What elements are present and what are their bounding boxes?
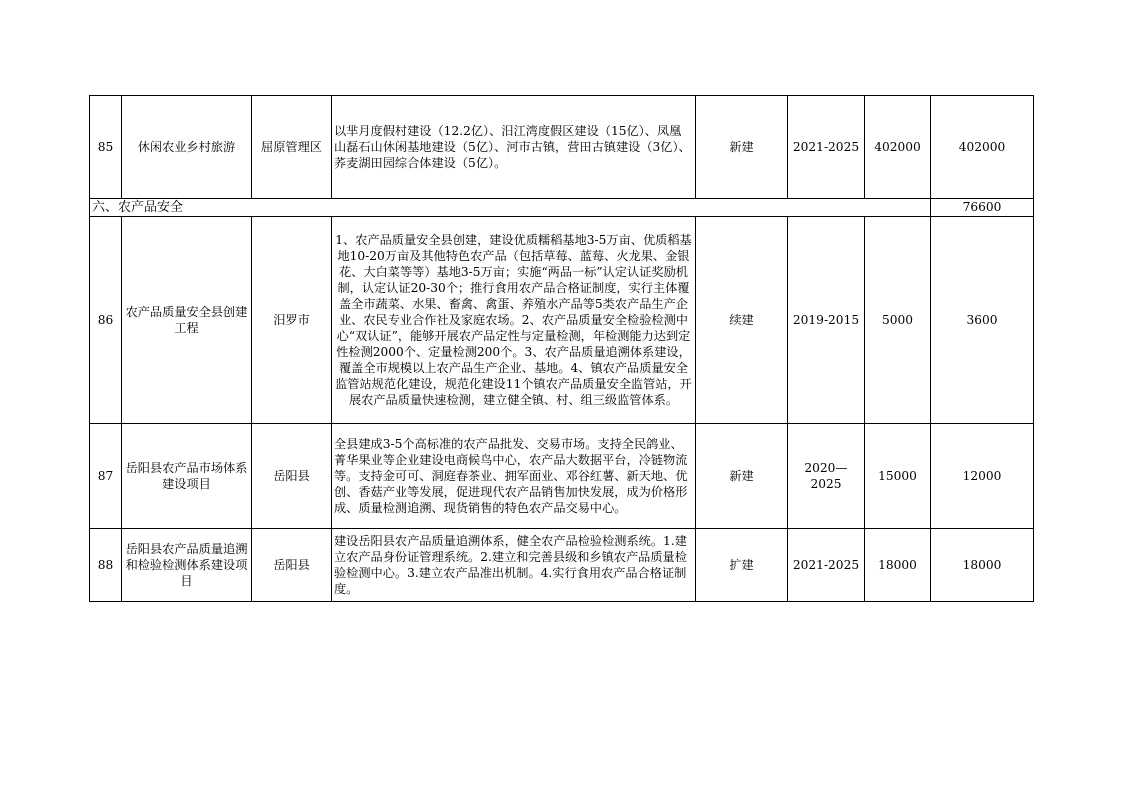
construction-period: 2019-2015 bbox=[788, 217, 865, 424]
total-investment: 5000 bbox=[865, 217, 931, 424]
project-name: 岳阳县农产品质量追溯和检验检测体系建设项目 bbox=[122, 529, 252, 602]
row-number: 86 bbox=[90, 217, 122, 424]
project-description: 以芈月度假村建设（12.2亿）、汨江湾度假区建设（15亿）、凤凰山磊石山休闲基地建设（5亿）、河市古镇，营田古镇建设（3亿）、荞麦湖田园综合体建设（5亿）。 bbox=[332, 96, 696, 199]
project-name: 农产品质量安全县创建工程 bbox=[122, 217, 252, 424]
project-unit: 汨罗市 bbox=[252, 217, 332, 424]
table-row bbox=[90, 217, 1034, 424]
total-investment: 402000 bbox=[865, 96, 931, 199]
construction-type: 新建 bbox=[696, 96, 788, 199]
planned-investment: 18000 bbox=[931, 529, 1034, 602]
project-table bbox=[89, 95, 1034, 602]
total-investment: 18000 bbox=[865, 529, 931, 602]
construction-period: 2021-2025 bbox=[788, 96, 865, 199]
project-name: 岳阳县农产品市场体系建设项目 bbox=[122, 424, 252, 529]
table-row bbox=[90, 96, 1034, 199]
row-number: 88 bbox=[90, 529, 122, 602]
planned-investment: 402000 bbox=[931, 96, 1034, 199]
project-description: 1、农产品质量安全县创建，建设优质糯稻基地3-5万亩、优质稻基地10-20万亩及其他特色农产品（包括草莓、蓝莓、火龙果、金银花、大白菜等等）基地3-5万亩；实施“两品一标”认定认证奖励机制，认定认证20-30个；推行食用农产品合格证制度，实行主体覆盖全市蔬菜、水果、畜禽、禽蛋、养殖水产品等5类农产品生产企业、农民专业合作社及家庭农场。2、农产品质量安全检验检测中心“双认证”，能够开展农产品定性与定量检测，年检测能力达到定性检测2000个、定量检测200个。3、农产品质量追溯体系建设，覆盖全市规模以上农产品生产企业、基地。4、镇农产品质量安全监管站规范化建设，规范化建设11个镇农产品质量安全监管站，开展农产品质量快速检测，建立健全镇、村、组三级监管体系。 bbox=[332, 217, 696, 424]
table-row bbox=[90, 424, 1034, 529]
construction-period: 2021-2025 bbox=[788, 529, 865, 602]
planned-investment: 3600 bbox=[931, 217, 1034, 424]
construction-period: 2020—2025 bbox=[788, 424, 865, 529]
project-unit: 屈原管理区 bbox=[252, 96, 332, 199]
planned-investment: 12000 bbox=[931, 424, 1034, 529]
project-name: 休闲农业乡村旅游 bbox=[122, 96, 252, 199]
row-number: 85 bbox=[90, 96, 122, 199]
project-unit: 岳阳县 bbox=[252, 424, 332, 529]
construction-type: 续建 bbox=[696, 217, 788, 424]
project-description: 建设岳阳县农产品质量追溯体系，健全农产品检验检测系统。1.建立农产品身份证管理系统。2.建立和完善县级和乡镇农产品质量检验检测中心。3.建立农产品准出机制。4.实行食用农产品合格证制度。 bbox=[332, 529, 696, 602]
table-row bbox=[90, 529, 1034, 602]
section-amount: 76600 bbox=[931, 199, 1034, 217]
section-title: 六、农产品安全 bbox=[90, 199, 931, 217]
total-investment: 15000 bbox=[865, 424, 931, 529]
construction-type: 扩建 bbox=[696, 529, 788, 602]
section-row bbox=[90, 199, 1034, 217]
project-unit: 岳阳县 bbox=[252, 529, 332, 602]
project-description: 全县建成3-5个高标准的农产品批发、交易市场。支持全民鸽业、菁华果业等企业建设电商候鸟中心，农产品大数据平台，冷链物流等。支持金可可、洞庭春茶业、拥军面业、邓谷红薯、新天地、优创、香菇产业等发展，促进现代农产品销售加快发展，成为价格形成、质量检测追溯、现货销售的特色农产品交易中心。 bbox=[332, 424, 696, 529]
row-number: 87 bbox=[90, 424, 122, 529]
construction-type: 新建 bbox=[696, 424, 788, 529]
